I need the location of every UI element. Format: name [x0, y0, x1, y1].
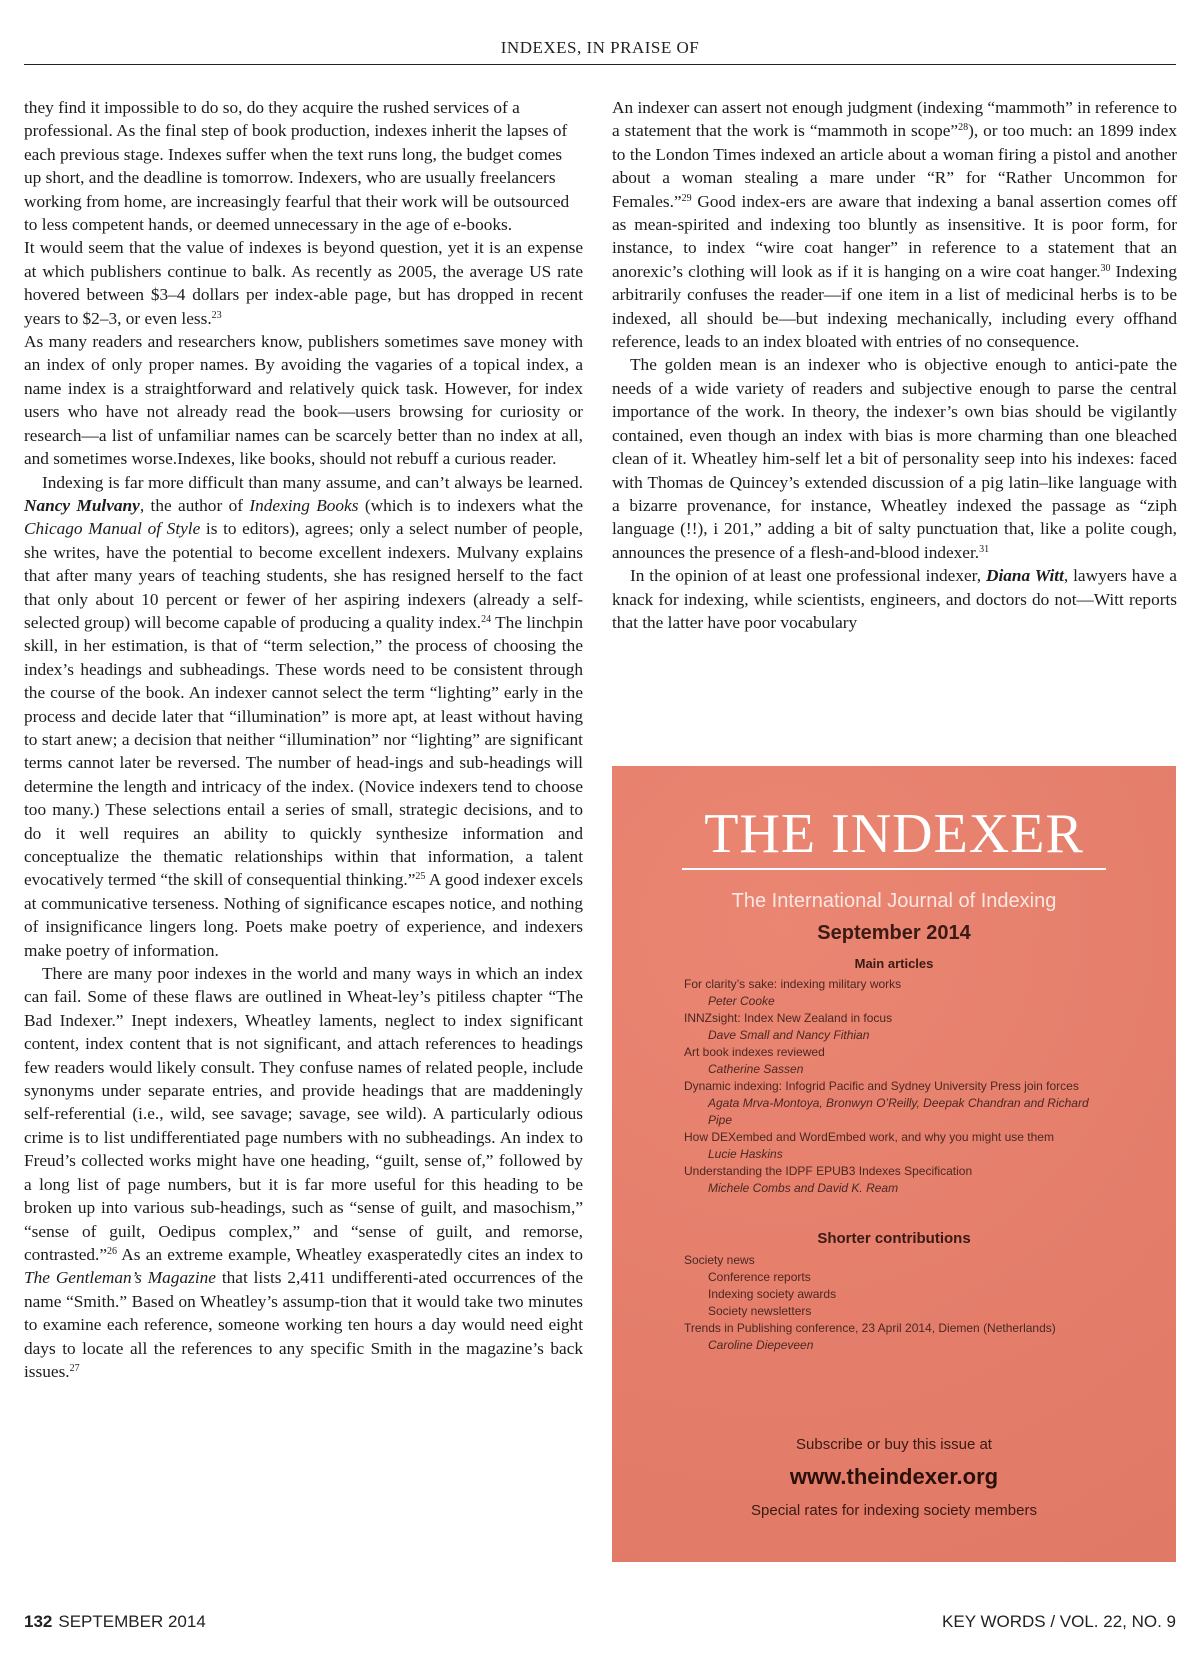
shorter-contributions-list — [684, 1252, 1114, 1354]
society-news-item: Society news — [684, 1253, 755, 1267]
special-rates-text: Special rates for indexing society members — [751, 1502, 1037, 1519]
right-column — [612, 96, 1177, 634]
footnote-ref-23[interactable]: 23 — [211, 309, 222, 321]
footer-publication: KEY WORDS / VOL. 22, NO. 9 — [942, 1612, 1176, 1631]
article-item: INNZsight: Index New Zealand in focus Dave Small and Nancy Fithian — [684, 1011, 893, 1042]
footer-date: SEPTEMBER 2014 — [58, 1612, 206, 1631]
paragraph-6: In the opinion of at least one professional indexer, Diana Witt, lawyers have a knack for indexing, while scientists, engineers, and doctors do not—Witt reports that the latter have poor vocabulary — [612, 566, 1177, 632]
journal-cover-ad[interactable] — [612, 766, 1176, 1562]
subscribe-text: Subscribe or buy this issue at — [796, 1436, 992, 1453]
trends-author: Caroline Diepeveen — [708, 1338, 814, 1352]
footnote-ref-31[interactable]: 31 — [979, 543, 990, 555]
cover-title: THE INDEXER — [704, 803, 1084, 865]
society-subitem: Conference reports — [708, 1270, 811, 1284]
footnote-ref-30[interactable]: 30 — [1100, 262, 1111, 274]
article-item: For clarity’s sake: indexing military works Peter Cooke — [684, 977, 902, 1008]
paragraph-4: An indexer can assert not enough judgment (indexing “mammoth” in reference to a statement that the work is “mammoth in scope”$^{28}$), or too much: an 1899 index to the London Times indexed an article about a woman firing a pistol and another about a woman stealing a mare under “R” for “Rather Uncommon for Females.”$^{29}$ Good index-ers are aware that indexing a banal assertion comes off as mean-spirited and indexing too bluntly as insensitive. It is poor form, for instance, to index “wire coat hanger” in reference to a statement that an anorexic’s clothing will look as if it is hanging on a wire coat hanger.$^{30}$ Indexing arbitrarily confuses the reader—if one item in a list of medicinal herbs is to be indexed, all should be—but indexing mechanically, including every offhand reference, leads to an index bloated with entries of no consequence. — [612, 98, 1177, 352]
header-rule — [24, 64, 1176, 65]
footnote-ref-27[interactable]: 27 — [69, 1362, 80, 1374]
cover-issue-date: September 2014 — [817, 922, 971, 944]
article-list — [684, 976, 1114, 1197]
left-column — [24, 96, 583, 1383]
footnote-ref-24[interactable]: 24 — [481, 613, 492, 625]
paragraph-1c: As many readers and researchers know, publishers sometimes save money with an index of only proper names. By avoiding the vagaries of a topical index, a name index is a straightforward and relatively quick task. However, for index users who have not already read the book—users browsing for curiosity or research—a list of unfamiliar names can be scarcely better than no index at all, and sometimes worse.Indexes, like books, should not rebuff a curious reader. — [24, 332, 583, 469]
paragraph-5: The golden mean is an indexer who is objective enough to antici-pate the needs of a wide variety of readers and subjective enough to parse the central importance of the work. In theory, the indexer’s own bias should be vigilantly contained, even though an index with bias is more charming than one bleached clean of it. Wheatley him-self let a bit of personality seep into his indexes: faced with Thomas de Quincey’s extended discussion of a pig latin–like language with a bizarre provenance, for instance, Wheatley indexed the passage as “ziph language (!!), i 201,” adding a bit of salty punctuation that, like a polite cough, announces the presence of a flesh-and-blood indexer.$^{31}$ — [612, 355, 1177, 562]
article-item: Art book indexes reviewed Catherine Sassen — [684, 1045, 825, 1076]
paragraph-1b: It would seem that the value of indexes is beyond question, yet it is an expense at which publishers continue to balk. As recently as 2005, the average US rate hovered between $3–4 dollars per index-able page, but has dropped in recent years to $2–3, or even less.$^{23}$ — [24, 238, 583, 328]
book-title: Chicago Manual of Style — [24, 519, 201, 539]
article-item: Dynamic indexing: Infogrid Pacific and Sydney University Press join forces Agata Mrva-Montoya, Bronwyn O’Reilly, Deepak Chandran and Richard Pipe — [684, 1079, 1089, 1127]
shorter-contributions-heading: Shorter contributions — [817, 1230, 971, 1247]
page-number: 132 — [24, 1612, 53, 1631]
paragraph-1a: they find it impossible to do so, do they acquire the rushed services of a professional. As the final step of book production, indexes inherit the lapses of each previous stage. Indexes suffer when the text runs long, the budget comes up short, and the deadline is tomorrow. Indexers, who are usually freelancers working from home, are increasingly fearful that their work will be outsourced to less competent hands, or deemed unnecessary in the age of e-books. — [24, 98, 570, 235]
book-title: Indexing Books — [249, 495, 359, 515]
article-item: Understanding the IDPF EPUB3 Indexes Specification Michele Combs and David K. Ream — [684, 1164, 973, 1195]
person-name: Diana Witt — [985, 566, 1064, 586]
article-item: How DEXembed and WordEmbed work, and why you might use them Lucie Haskins — [684, 1130, 1054, 1161]
footnote-ref-28[interactable]: 28 — [958, 122, 969, 134]
person-name: Nancy Mulvany — [24, 495, 140, 515]
paragraph-2: Indexing is far more difficult than many assume, and can’t always be learned. Nancy Mulvany, the author of Indexing Books (which is to indexers what the Chicago Manual of Style is to editors), agrees; only a select number of people, she writes, have the potential to become excellent indexers. Mulvany explains that after many years of teaching students, she has resigned herself to the fact that only about 10 percent or fewer of her aspiring indexers (already a self-selected group) will become capable of producing a quality index.$^{24}$ The linchpin skill, in her estimation, is that of “term selection,” the process of choosing the index’s headings and subheadings. These words need to be consistent through the course of the book. An indexer cannot select the term “lighting” early in the process and decide later that “illumination” is more apt, at least without having to start anew; a decision that neither “illumination” nor “lighting” are significant terms cannot later be reversed. The number of head-ings and sub-headings will determine the length and intricacy of the index. (Novice indexers tend to choose too many.) These selections entail a series of small, strategic decisions, and to do it well requires an ability to quickly synthesize information and conceptualize the thematic relationships within that information, a talent evocatively termed “the skill of consequential thinking.”$^{25}$ A good indexer excels at communicative terseness. Nothing of significance escapes notice, and nothing of insignificance lingers long. Poets make poetry of experience, and indexers make poetry of information. — [24, 472, 584, 960]
footnote-ref-25[interactable]: 25 — [415, 871, 426, 883]
magazine-title: The Gentleman’s Magazine — [24, 1268, 216, 1288]
footnote-ref-26[interactable]: 26 — [107, 1245, 118, 1257]
website-link[interactable]: www.theindexer.org — [789, 1464, 999, 1489]
running-head: INDEXES, IN PRAISE OF — [500, 38, 700, 57]
paragraph-3: There are many poor indexes in the world and many ways in which an index can fail. Some of these flaws are outlined in Wheat-ley’s pitiless chapter “The Bad Indexer.” Inept indexers, Wheatley laments, neglect to index significant content, index content that is not significant, and attach references to headings few readers would likely consult. They confuse names of related people, include synonyms under separate entries, and provide headings that are maddeningly self-referential (i.e., wild, see savage; savage, see wild). A particularly odious crime is to list undifferentiated page numbers with no subheadings. An index to Freud’s collected works might have one heading, “guilt, sense of,” followed by a long list of page numbers, but it is far more useful for this heading to be broken up into various sub-headings, such as “sense of guilt, and masochism,” “sense of guilt, Oedipus complex,” and “sense of guilt, and remorse, contrasted.”$^{26}$ As an extreme example, Wheatley exasperatedly cites an index to The Gentleman’s Magazine that lists 2,411 undifferenti-ated occurrences of the name “Smith.” Based on Wheatley’s assump-tion that it would take two minutes to examine each reference, someone working ten hours a day would need eight days to locate all the references to any specific Smith in the magazine’s back issues.$^{27}$ — [24, 964, 583, 1381]
cover-subtitle: The International Journal of Indexing — [731, 890, 1057, 912]
society-subitem: Society newsletters — [708, 1304, 812, 1318]
society-subitem: Indexing society awards — [708, 1287, 837, 1301]
trends-item: Trends in Publishing conference, 23 April 2014, Diemen (Netherlands) — [684, 1321, 1056, 1335]
main-articles-heading: Main articles — [854, 956, 934, 971]
footer-left — [24, 1612, 206, 1632]
footnote-ref-29[interactable]: 29 — [681, 192, 692, 204]
cover-title-rule — [682, 868, 1106, 870]
